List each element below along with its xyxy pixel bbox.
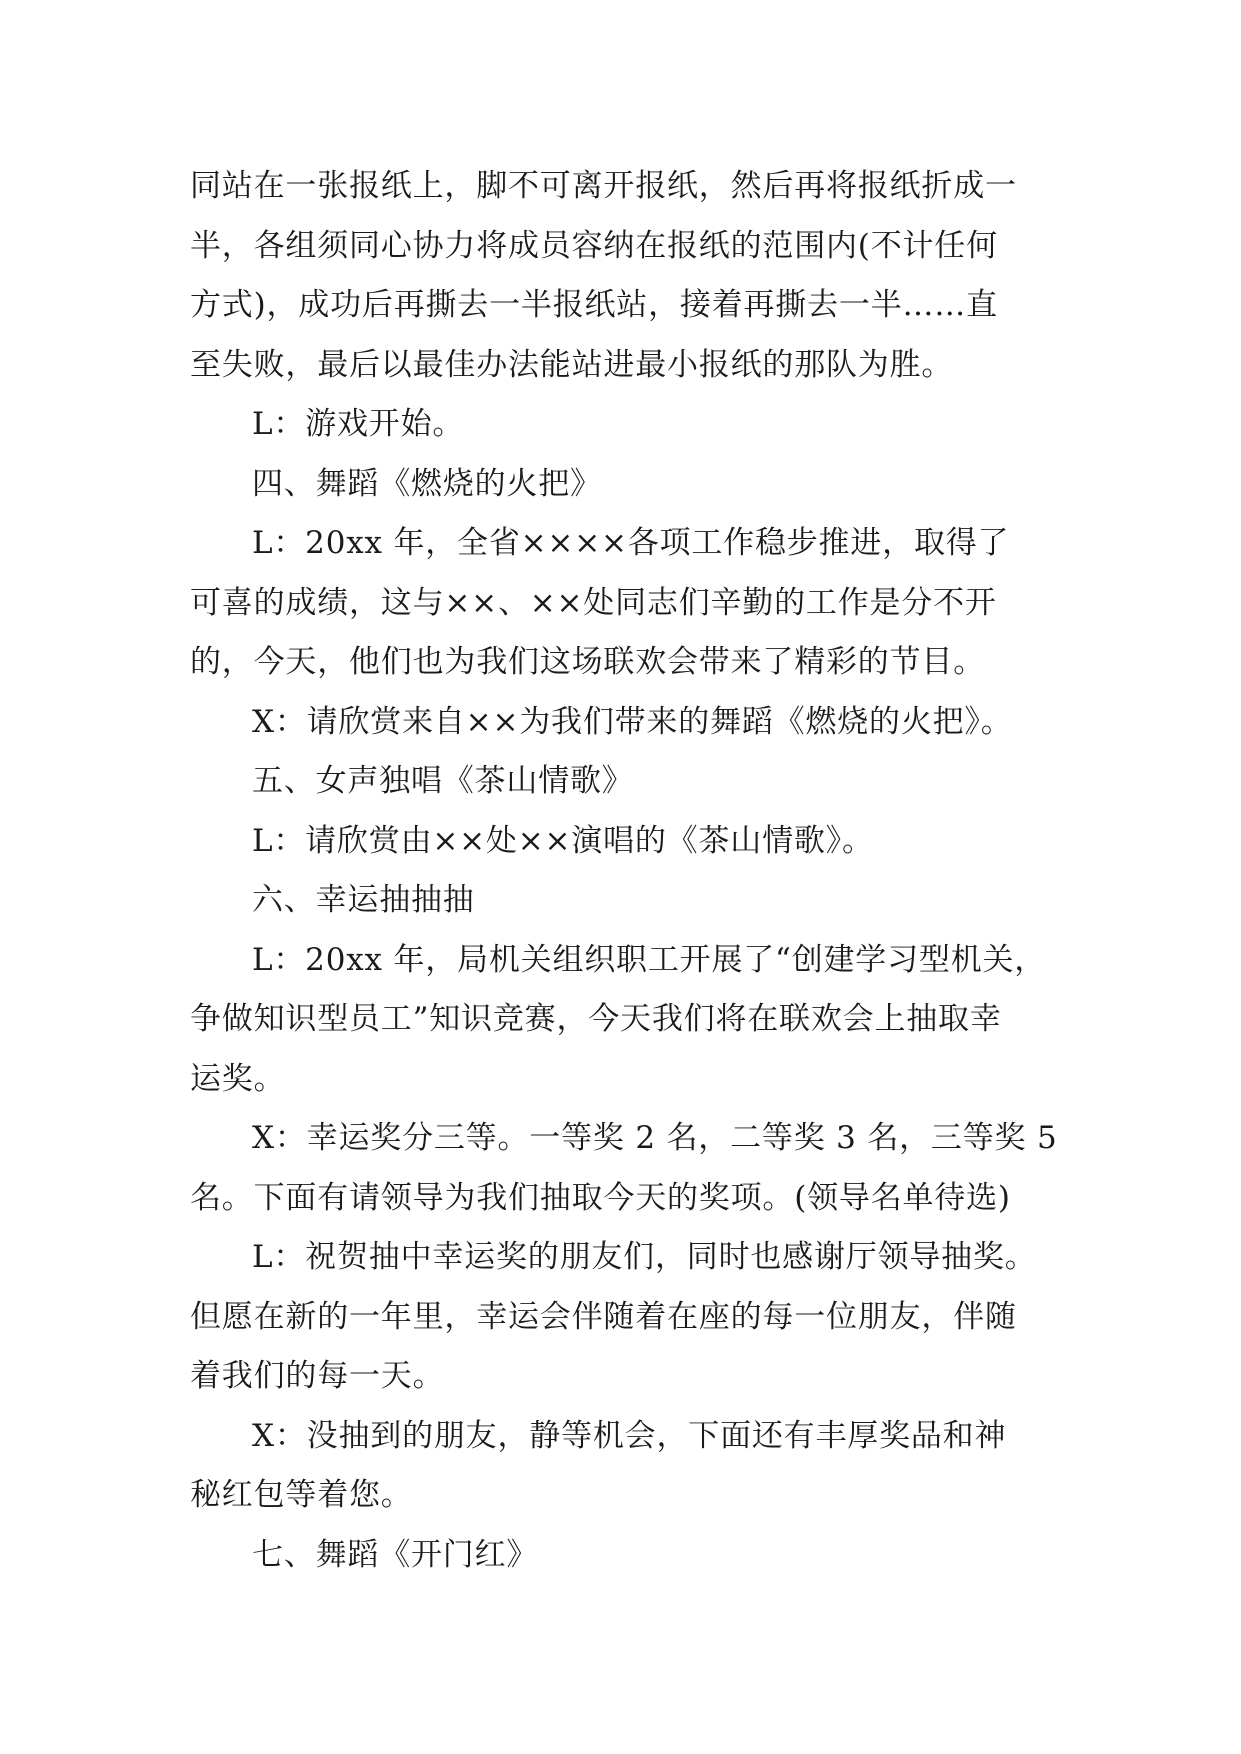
text-line: 秘红包等着您。 xyxy=(190,1477,413,1513)
text-line: X：幸运奖分三等。一等奖 2 名，二等奖 3 名，三等奖 5 xyxy=(252,1120,1058,1156)
document-body xyxy=(190,157,1070,1585)
text-line: L：20xx 年，全省××××各项工作稳步推进，取得了 xyxy=(252,525,1010,561)
text-line: L：游戏开始。 xyxy=(252,406,465,442)
text-line: 半，各组须同心协力将成员容纳在报纸的范围内(不计任何 xyxy=(190,227,998,264)
text-line: 争做知识型员工”知识竞赛，今天我们将在联欢会上抽取幸 xyxy=(190,1001,1002,1037)
text-line: 运奖。 xyxy=(190,1060,286,1097)
text-line: 七、舞蹈《开门红》 xyxy=(252,1536,539,1573)
text-line: 名。下面有请领导为我们抽取今天的奖项。(领导名单待选) xyxy=(190,1179,1011,1216)
text-line: 方式)，成功后再撕去一半报纸站，接着再撕去一半……直 xyxy=(190,287,998,323)
text-line: L：祝贺抽中幸运奖的朋友们，同时也感谢厅领导抽奖。 xyxy=(252,1239,1037,1275)
text-line: L：请欣赏由××处××演唱的《茶山情歌》。 xyxy=(252,822,874,859)
text-line: 五、女声独唱《茶山情歌》 xyxy=(252,763,634,799)
text-line: 同站在一张报纸上，脚不可离开报纸，然后再将报纸折成一 xyxy=(190,168,1017,204)
text-line: 可喜的成绩，这与××、××处同志们辛勤的工作是分不开 xyxy=(190,584,997,621)
text-line: 至失败，最后以最佳办法能站进最小报纸的那队为胜。 xyxy=(190,346,954,383)
text-line: 四、舞蹈《燃烧的火把》 xyxy=(252,465,602,502)
text-line: 着我们的每一天。 xyxy=(190,1358,445,1394)
text-line: 但愿在新的一年里，幸运会伴随着在座的每一位朋友，伴随 xyxy=(190,1298,1017,1335)
text-line: X：没抽到的朋友，静等机会，下面还有丰厚奖品和神 xyxy=(252,1417,1007,1454)
text-line: L：20xx 年，局机关组织职工开展了“创建学习型机关， xyxy=(252,941,1047,978)
text-line: 六、幸运抽抽抽 xyxy=(252,882,475,918)
text-line: X：请欣赏来自××为我们带来的舞蹈《燃烧的火把》。 xyxy=(252,703,1013,740)
text-line: 的，今天，他们也为我们这场联欢会带来了精彩的节目。 xyxy=(190,644,985,680)
